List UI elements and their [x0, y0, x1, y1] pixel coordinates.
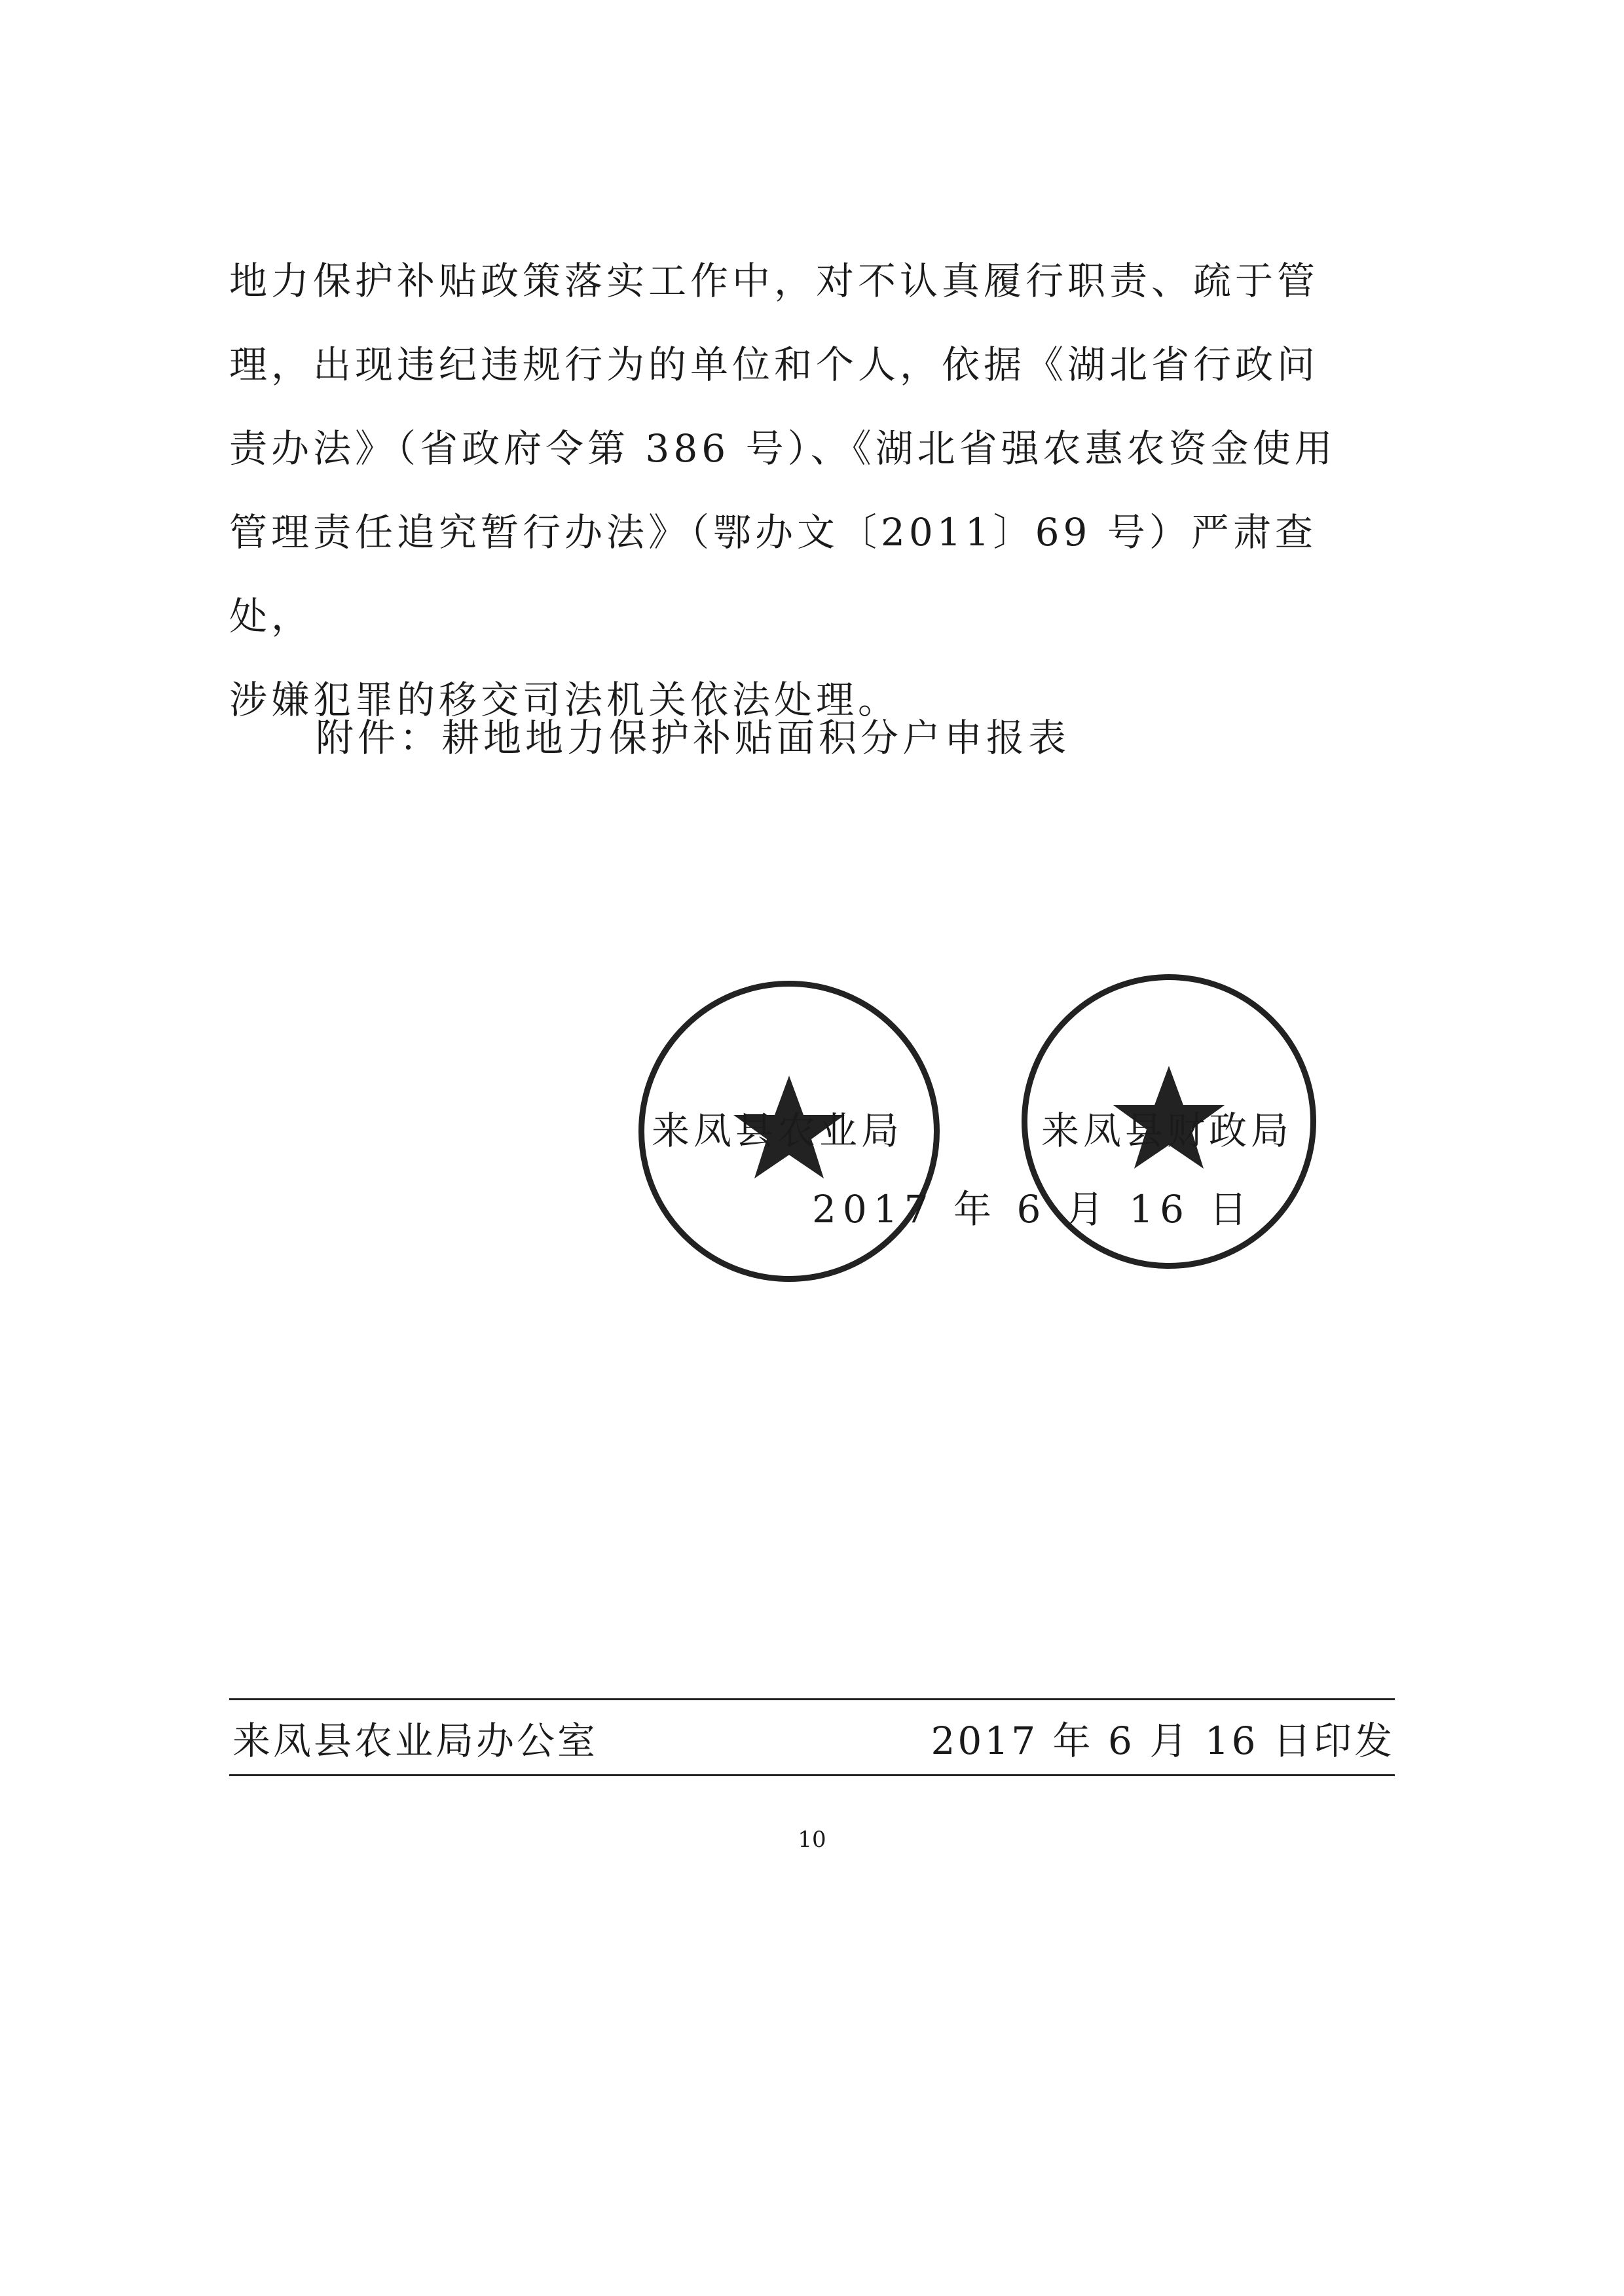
body-text [229, 239, 1395, 742]
body-line: 地力保护补贴政策落实工作中，对不认真履行职责、疏于管 [229, 259, 1320, 303]
footer-rule-top [229, 1698, 1395, 1700]
page-number: 10 [798, 1827, 826, 1853]
body-line: 理，出现违纪违规行为的单位和个人，依据《湖北省行政问 [229, 342, 1320, 387]
body-line: 管理责任追究暂行办法》（鄂办文〔2011〕69 号）严肃查处， [229, 510, 1317, 638]
signature-finance: 来凤县财政局 [1041, 1108, 1293, 1153]
footer-issuer: 来凤县农业局办公室 [232, 1719, 599, 1763]
footer-rule-bottom [229, 1774, 1395, 1776]
footer-issue-date: 2017 年 6 月 16 日印发 [931, 1719, 1395, 1763]
body-line: 涉嫌犯罪的移交司法机关依法处理。 [229, 678, 900, 722]
attachment-note: 附件：耕地地力保护补贴面积分户申报表 [316, 716, 1071, 760]
body-line: 责办法》（省政府令第 386 号）、《湖北省强农惠农资金使用 [229, 426, 1337, 471]
signature-agriculture: 来凤县农业局 [652, 1108, 904, 1153]
signature-date: 2017 年 6 月 16 日 [812, 1187, 1254, 1231]
